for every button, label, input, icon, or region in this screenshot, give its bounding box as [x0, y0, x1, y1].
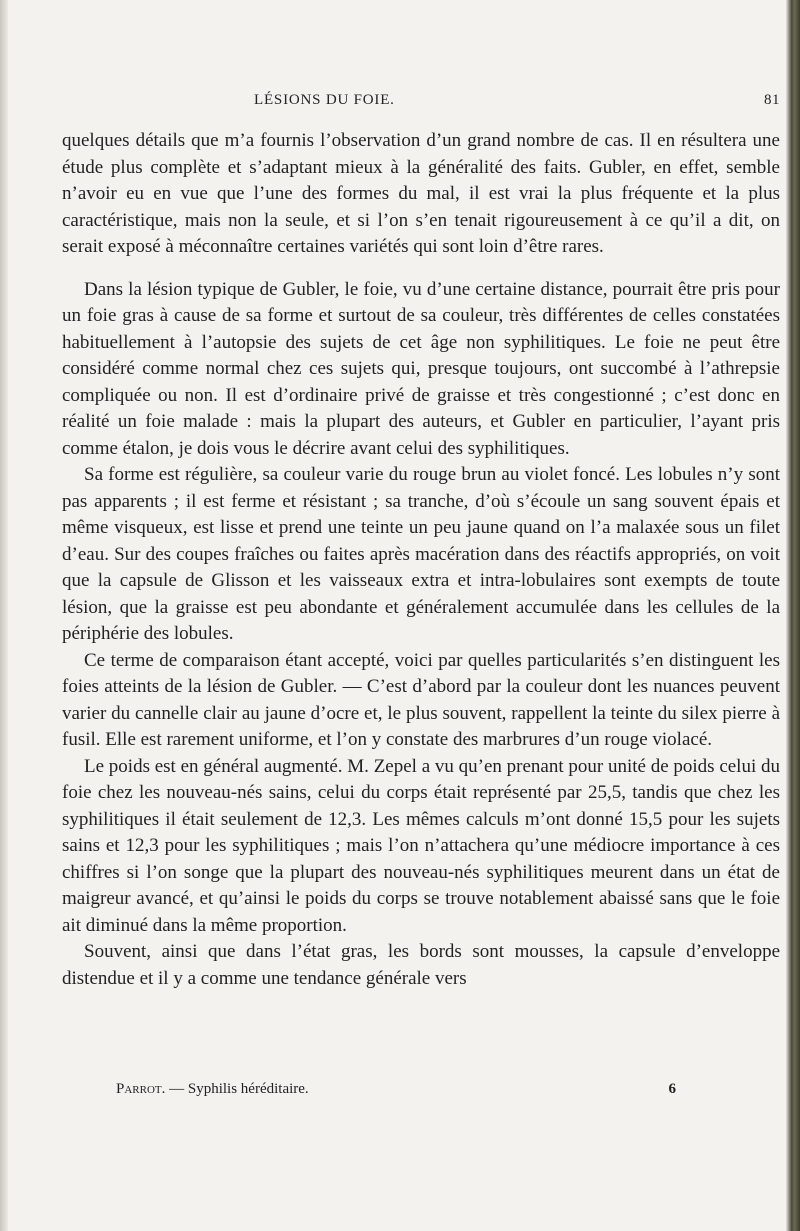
- footer-author: Parrot.: [116, 1081, 166, 1097]
- footer-book-title: [116, 1081, 309, 1098]
- paragraph-3: Sa forme est régulière, sa couleur varie du rouge brun au violet foncé. Les lobules n’y sont pas apparents ; il est ferme et résistant ; sa tranche, d’où s’écoule un sang souvent épais et même visqueux, est lisse et prend une teinte un peu jaune quand on l’a malaxée sous un filet d’eau. Sur des coupes fraîches ou faites après macération dans des réactifs appropriés, on voit que la capsule de Glisson et les vaisseaux extra et intra-lobulaires sont exempts de toute lésion, que la graisse est peu abondante et généralement accumulée dans les cellules de la périphérie des lobules.: [62, 464, 780, 644]
- page-footer: [116, 1081, 676, 1103]
- page-right-edge: [786, 0, 800, 1231]
- page-left-edge: [0, 0, 8, 1231]
- footer-separator: —: [165, 1081, 188, 1097]
- paragraph-6: Souvent, ainsi que dans l’état gras, les bords sont mousses, la capsule d’enveloppe distendue et il y a comme une tendance générale vers: [62, 941, 780, 989]
- signature-mark: 6: [668, 1081, 676, 1097]
- paragraph-4: Ce terme de comparaison étant accepté, voici par quelles particularités s’en distinguent les foies atteints de la lésion de Gubler. — C’est d’abord par la couleur dont les nuances peuvent varier du cannelle clair au jaune d’ocre et, le plus souvent, rappellent la teinte du silex pierre à fusil. Elle est rarement uniforme, et l’on y constate des marbrures d’un rouge violacé.: [62, 649, 780, 750]
- page-number: 81: [764, 92, 780, 108]
- footer-title: Syphilis héréditaire.: [187, 1081, 309, 1097]
- paragraph-5: Le poids est en général augmenté. M. Zepel a vu qu’en prenant pour unité de poids celui du foie chez les nouveau-nés sains, celui du corps était représenté par 25,5, tandis que chez les syphilitiques il était seulement de 12,3. Les mêmes calculs m’ont donné 15,5 pour les sujets sains et 12,3 pour les syphilitiques ; mais l’on n’attachera qu’une médiocre importance à ces chiffres si l’on songe que la plupart des nouveau-nés syphilitiques meurent dans un état de maigreur avancé, et qu’ainsi le poids du corps se trouve notablement abaissé sans que le foie ait diminué dans la même proportion.: [62, 755, 780, 936]
- page-header: [62, 92, 780, 116]
- paragraph-2: Dans la lésion typique de Gubler, le foie, vu d’une certaine distance, pourrait être pris pour un foie gras à cause de sa forme et surtout de sa couleur, très différentes de celles constatées habituellement à l’autopsie des sujets de cet âge non syphilitiques. Le foie ne peut être considéré comme normal chez ces sujets qui, presque toujours, ont succombé à l’athrepsie compliquée ou non. Il est d’ordinaire privé de graisse et très congestionné ; c’est donc en réalité un foie malade : mais la plupart des auteurs, et Gubler en particulier, l’ayant pris comme étalon, je dois vous le décrire avant celui des syphilitiques.: [62, 278, 780, 459]
- body-text: [62, 128, 780, 992]
- running-head: LÉSIONS DU FOIE.: [254, 92, 395, 108]
- paragraph-1: quelques détails que m’a fournis l’observation d’un grand nombre de cas. Il en résultera une étude plus complète et s’adaptant mieux à la généralité des faits. Gubler, en effet, semble n’avoir eu en vue que l’une des formes du mal, il est vrai la plus fréquente et la plus caractéristique, mais non la seule, et si l’on s’en tenait rigoureusement à ce qu’il a dit, on serait exposé à méconnaître certaines variétés qui sont loin d’être rares.: [62, 130, 780, 257]
